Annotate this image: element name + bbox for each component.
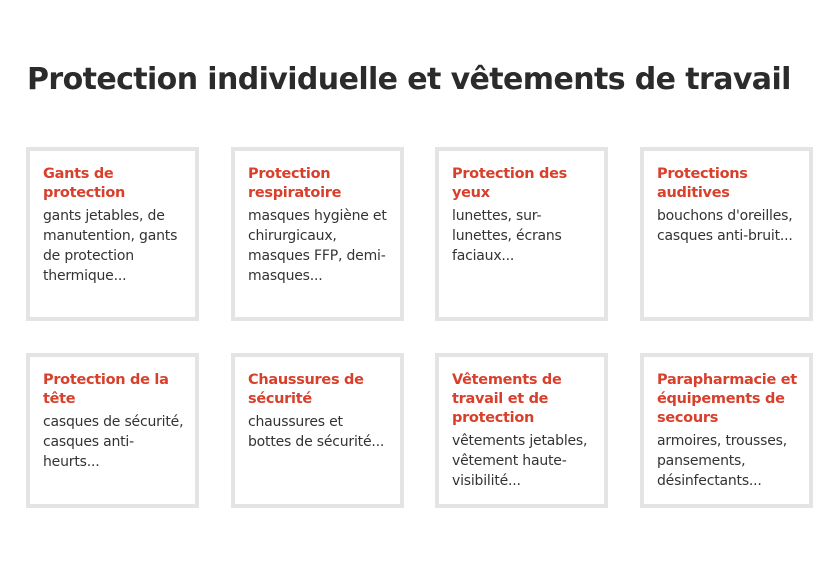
category-title[interactable]: Parapharmacie et équipements de secours [657, 372, 797, 426]
category-description: casques de sécurité, casques anti-heurts... [43, 414, 184, 470]
category-title[interactable]: Vêtements de travail et de protection [452, 372, 562, 426]
category-title[interactable]: Protections auditives [657, 166, 748, 201]
category-card-vetements[interactable] [435, 353, 608, 508]
category-title[interactable]: Protection des yeux [452, 166, 567, 201]
page-title: Protection individuelle et vêtements de travail [27, 62, 791, 97]
category-card-parapharmacie[interactable] [640, 353, 813, 508]
category-card-respiratoire[interactable] [231, 147, 404, 321]
category-card-tete[interactable] [26, 353, 199, 508]
category-description: gants jetables, de manutention, gants de protection thermique... [43, 208, 178, 284]
category-description: armoires, trousses, pansements, désinfectants... [657, 433, 787, 489]
category-title[interactable]: Gants de protection [43, 166, 126, 201]
category-description: bouchons d'oreilles, casques anti-bruit... [657, 208, 793, 244]
category-title[interactable]: Chaussures de sécurité [248, 372, 364, 407]
category-card-yeux[interactable] [435, 147, 608, 321]
category-description: vêtements jetables, vêtement haute-visibilité... [452, 433, 588, 489]
category-card-gants[interactable] [26, 147, 199, 321]
category-title[interactable]: Protection de la tête [43, 372, 169, 407]
category-card-auditives[interactable] [640, 147, 813, 321]
category-description: chaussures et bottes de sécurité... [248, 414, 385, 450]
category-description: masques hygiène et chirurgicaux, masques FFP, demi-masques... [248, 208, 387, 284]
category-card-chaussures[interactable] [231, 353, 404, 508]
category-grid [26, 147, 812, 508]
category-description: lunettes, sur-lunettes, écrans faciaux... [452, 208, 562, 264]
category-title[interactable]: Protection respiratoire [248, 166, 342, 201]
